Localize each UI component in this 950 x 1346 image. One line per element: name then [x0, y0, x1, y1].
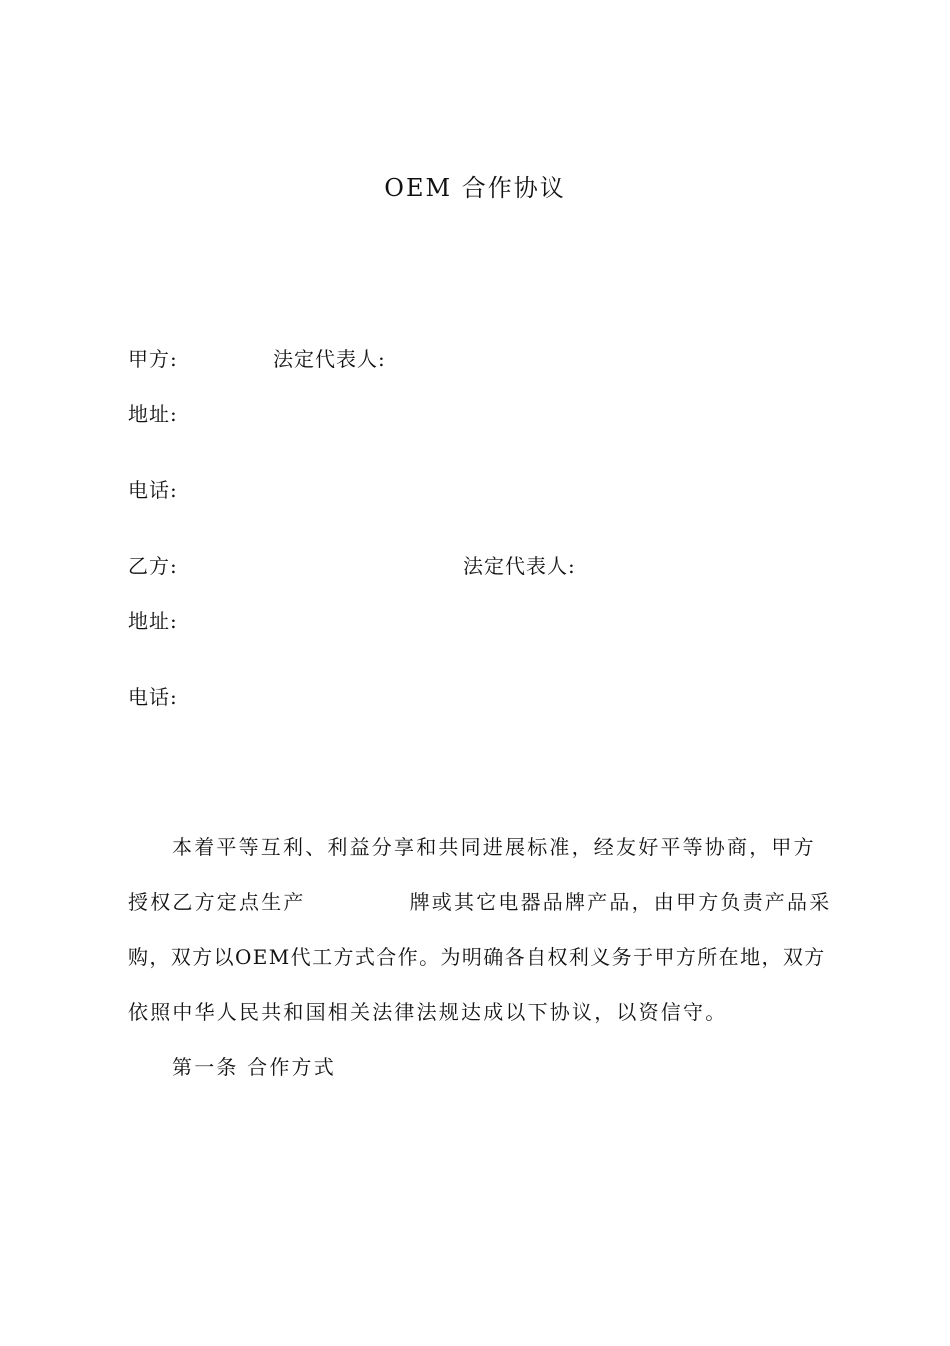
body-line-2 — [128, 886, 844, 915]
body-line-4: 依照中华人民共和国相关法律法规达成以下协议，以资信守。 — [128, 1000, 728, 1024]
article-1-heading: 第一条 合作方式 — [172, 1055, 336, 1079]
party-a-rep-label: 法定代表人: — [273, 347, 386, 371]
party-b-phone-label: 电话: — [128, 685, 178, 709]
body-line-2-start: 授权乙方定点生产 — [128, 890, 306, 914]
body-line-2-end: 牌或其它电器品牌产品，由甲方负责产品采 — [409, 890, 832, 914]
party-b-address-label: 地址: — [128, 609, 178, 633]
document-title: OEM 合作协议 — [384, 174, 566, 202]
party-a-label: 甲方: — [128, 347, 178, 371]
party-a-phone-label: 电话: — [128, 478, 178, 502]
party-b-rep-label: 法定代表人: — [463, 554, 576, 578]
body-line-1: 本着平等互利、利益分享和共同进展标准，经友好平等协商，甲方 — [172, 835, 816, 859]
party-a-address-label: 地址: — [128, 402, 178, 426]
party-b-label: 乙方: — [128, 554, 178, 578]
body-line-3: 购，双方以OEM代工方式合作。为明确各自权利义务于甲方所在地，双方 — [128, 945, 826, 969]
